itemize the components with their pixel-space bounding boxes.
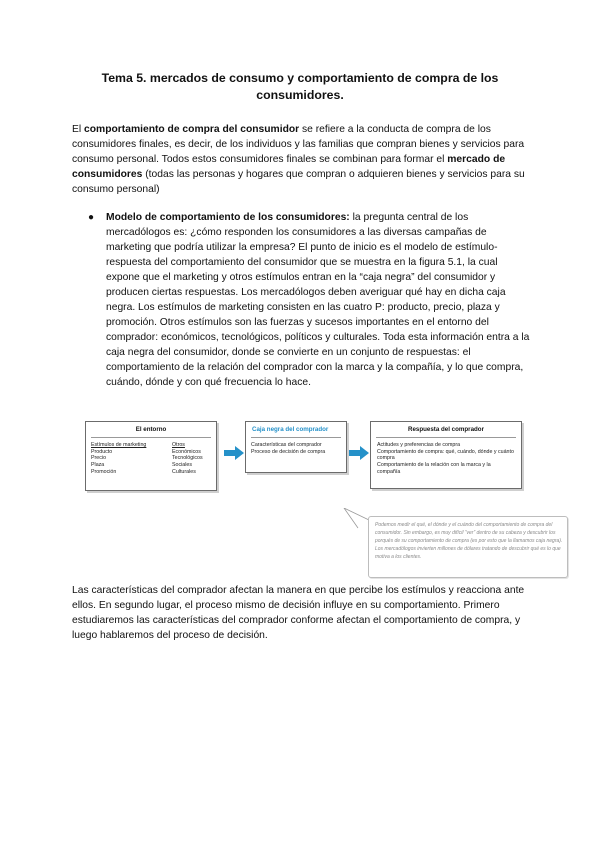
respuesta-item: Actitudes y preferencias de compra (377, 442, 461, 448)
bullet-body: la pregunta central de los mercadólogos es: ¿cómo responden los consumidores a las diversas campañas de marketing que podría utilizar la empresa? El punto de inicio es el modelo de estímulo-respuesta del comportamiento del consumidor que se muestra en la figura 5.1, la cual expone que el marketing y otros estímulos entran en la “caja negra” del consumidor y producen ciertas respuestas. Los mercadólogos deben averiguar qué hay en dicha caja negra. Los estímulos de marketing consisten en las cuatro P: producto, precio, plaza y promoción. Otros estímulos son las fuerzas y sucesos importantes en el entorno del comprador: económicos, tecnológicos, políticos y culturales. Toda esta información entra a la caja negra del consumidor, donde se convierte en un conjunto de respuestas: el comportamiento de la relación del comprador con la marca y la compañía, y lo que compra, cuándo, dónde y con qué frecuencia lo hace. (106, 212, 530, 388)
caja-negra-item: Características del comprador (251, 442, 322, 448)
callout-note-text: Podemos medir el qué, el dónde y el cuándo del comportamiento de compra del consumidor. Sin embargo, es muy difícil “ver” dentro de su cabeza y descubrir los porqués de su comportamiento de compra (es por esto que la llamamos caja negra). Los mercadólogos invierten millones de dólares tratando de descubrir qué es lo que motiva a los clientes. (375, 522, 563, 560)
bullet-item (90, 210, 530, 390)
intro-text-1: El (72, 124, 85, 135)
other-item: Sociales (172, 462, 193, 469)
respuesta-title: Respuesta del comprador (408, 426, 484, 433)
other-stimuli-column (172, 442, 203, 476)
right-arrow-icon (224, 446, 244, 460)
callout-note (368, 516, 568, 578)
respuesta-divider (376, 437, 516, 438)
intro-text-3: (todas las personas y hogares que compran o adquieren bienes y servicios para su consumo personal) (72, 169, 525, 195)
respuesta-item: Comportamiento de la relación con la marca y la compañía (377, 462, 491, 475)
caja-negra-items (251, 442, 325, 455)
marketing-item: Precio (91, 455, 107, 462)
entorno-title: El entorno (135, 426, 167, 433)
other-stimuli-head: Otros (172, 442, 185, 448)
respuesta-item: Comportamiento de compra: qué, cuándo, dónde y cuánto compra (377, 448, 514, 462)
caja-negra-title: Caja negra del comprador (252, 426, 329, 433)
intro-text-2: se refiere a la conducta de compra de los consumidores finales, es decir, de los individuos y las familias que compran bienes y servicios para consumo personal. Todos estos consumidores finales se combinan para formar el (72, 124, 525, 165)
bullet-text (106, 210, 530, 390)
page-title: Tema 5. mercados de consumo y comportamiento de compra de los consumidores. (101, 71, 499, 102)
marketing-stimuli-head: Estímulos de marketing (91, 442, 147, 448)
entorno-divider (91, 437, 211, 438)
bullet-marker: ● (88, 212, 95, 223)
other-item: Económicos (172, 448, 201, 455)
caja-negra-item: Proceso de decisión de compra (251, 448, 326, 455)
closing-paragraph: Las características del comprador afectan la manera en que percibe los estímulos y reacciona ante ellos. En segundo lugar, el proceso mismo de decisión influye en su comportamiento. Primero estudiaremos las características del comprador conforme afectan el comportamiento de compra, y luego hablaremos del proceso de decisión. (72, 585, 525, 641)
right-arrow-icon (349, 446, 369, 460)
marketing-item: Plaza (91, 462, 105, 469)
marketing-stimuli-column (91, 442, 146, 476)
intro-paragraph (72, 122, 534, 197)
caja-negra-box (245, 421, 347, 473)
caja-negra-divider (251, 437, 341, 438)
entorno-box (85, 421, 217, 491)
bullet-heading: Modelo de comportamiento de los consumidores: (106, 212, 350, 223)
other-item: Culturales (172, 468, 196, 475)
callout-pointer (336, 508, 370, 532)
respuesta-items (377, 442, 515, 476)
other-item: Tecnológicos (172, 455, 203, 462)
intro-bold-2: mercado de consumidores (72, 154, 506, 180)
respuesta-box (370, 421, 522, 489)
marketing-item: Promoción (91, 468, 117, 475)
marketing-item: Producto (91, 448, 113, 455)
intro-bold-1: comportamiento de compra del consumidor (84, 124, 300, 135)
